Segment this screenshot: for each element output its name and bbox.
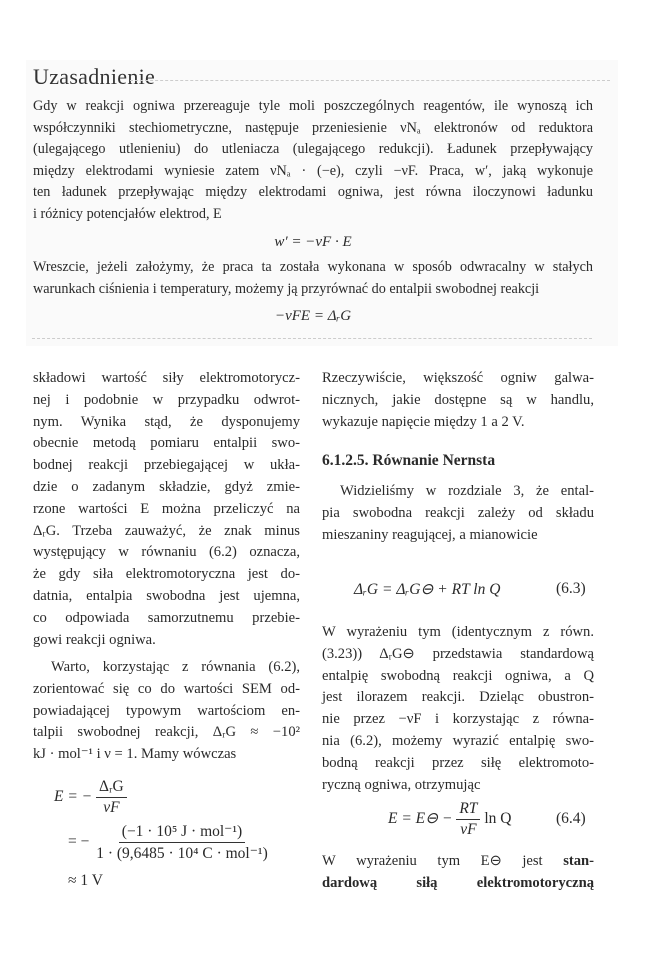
right-paragraph-1 xyxy=(322,368,594,433)
text-line: warunkach ciśnienia i temperatury, możemy ją przyrównać do entalpii swobodnej reakcji xyxy=(33,280,540,297)
equation-6-3: ΔᵣG = ΔᵣG⊖ + RT ln Q xyxy=(354,581,501,598)
eq-equals: = − xyxy=(68,833,90,851)
text-line: nia (6.2), możemy wyrazić entalpię swo- xyxy=(322,732,594,749)
text-line: bodną reakcji przez siłę elektromoto- xyxy=(322,754,594,771)
text-line: Wreszcie, jeżeli założymy, że praca ta została wykonana w sposób odwracalny w stałych xyxy=(33,259,593,275)
text-line: nej i podobnie w przypadku odwrot- xyxy=(33,391,300,408)
text-line: Rzeczywiście, większość ogniw galwa- xyxy=(322,370,594,386)
text-line: (3.23)) ΔᵣG⊖ przedstawia standardową xyxy=(322,645,594,662)
text-line: Gdy w reakcji ogniwa przereaguje tyle moli poszczególnych reagentów, ile wynoszą ich xyxy=(33,98,593,114)
divider xyxy=(32,338,592,339)
text-line: dzie o zadanym składzie, gdyż zmie- xyxy=(33,478,300,495)
text-line: między elektrodami wyniesie zatem νNₐ · (−e), czyli −νF. Praca, w′, jaką wykonuje xyxy=(33,162,593,179)
equation-e-calc xyxy=(54,778,127,817)
numerator: ΔᵣG xyxy=(96,778,127,798)
text-line: nicznych, jakie dostępne są w handlu, xyxy=(322,391,594,408)
text-line: Widzieliśmy w rozdziale 3, że ental- xyxy=(340,483,594,499)
fraction xyxy=(456,800,480,839)
box-paragraph-2 xyxy=(33,257,593,300)
text-line: nie przez −νF i korzystając z równa- xyxy=(322,711,594,728)
right-paragraph-2 xyxy=(322,481,594,546)
left-paragraph-1 xyxy=(33,368,300,651)
box-title: Uzasadnienie xyxy=(33,64,156,89)
text-line: kJ · mol⁻¹ i ν = 1. Mamy wówczas xyxy=(33,746,237,763)
denominator: 1 · (9,6485 · 10⁴ C · mol⁻¹) xyxy=(96,845,268,862)
text-line: W wyrażeniu tym (identycznym z równ. xyxy=(322,624,594,640)
text-line: datnia, entalpia swobodna jest ujemna, xyxy=(33,587,300,604)
text-line: że gdy siła elektromotoryczna jest do- xyxy=(33,566,300,583)
text-line: jest ilorazem reakcji. Dzieląc obustron- xyxy=(322,689,594,706)
text-line: talpii swobodnej reakcji, ΔᵣG ≈ −10² xyxy=(33,724,300,741)
text-line: zorientować się co do wartości SEM od- xyxy=(33,680,300,697)
text-line: ryczną ogniwa, otrzymując xyxy=(322,776,481,793)
equation-number: (6.3) xyxy=(556,580,586,597)
text: W wyrażeniu tym E⊖ jest xyxy=(322,853,543,869)
equation-e-values xyxy=(68,822,271,863)
equation-result: ≈ 1 V xyxy=(68,872,103,889)
text-line: dardową siłą elektromotoryczną xyxy=(322,874,594,891)
text-line: ten ładunek przepływając między elektrodami ogniwa, jest równa iloczynowi ładunku xyxy=(33,184,593,201)
text-line: bodnej reakcji przebiegającej w ukła- xyxy=(33,457,300,474)
fraction xyxy=(93,822,271,863)
eq-lhs: E = E⊖ − xyxy=(388,810,453,828)
numerator: (−1 · 10⁵ J · mol⁻¹) xyxy=(119,822,245,843)
text-line: i różnicy potencjałów elektrod, E xyxy=(33,205,222,222)
text-line: występujący w równaniu (6.2) oznacza, xyxy=(33,544,300,561)
text-line: (ulegającego utlenieniu) do utleniacza (ulegającego redukcji). Ładunek przepływający xyxy=(33,141,593,158)
divider xyxy=(130,80,610,81)
text-line: powiadającej typowym wartościom en- xyxy=(33,702,300,719)
text-line: obecnie metodą pomiaru entalpii swo- xyxy=(33,435,300,452)
text-line: entalpię swobodną reakcji ogniwa, a Q xyxy=(322,667,594,684)
text-line: nym. Wynika stąd, że dysponujemy xyxy=(33,413,300,430)
left-paragraph-2 xyxy=(33,657,300,766)
equation-number: (6.4) xyxy=(556,810,586,827)
denominator: νF xyxy=(103,799,120,816)
bold-term: stan- xyxy=(563,853,594,869)
section-heading: 6.1.2.5. Równanie Nernsta xyxy=(322,452,496,469)
equation-gibbs: −νFE = ΔᵣG xyxy=(274,308,352,324)
text-line: gowi reakcji ogniwa. xyxy=(33,631,156,648)
text-line: współczynniki stechiometryczne, następuje przeniesienie νNₐ elektronów od reduktora xyxy=(33,119,593,136)
right-paragraph-3 xyxy=(322,622,594,796)
text-line: wykazuje napięcie między 1 a 2 V. xyxy=(322,413,525,430)
text-line: Warto, korzystając z równania (6.2), xyxy=(51,659,300,675)
equation-6-4 xyxy=(388,800,511,839)
text-line: mieszaniny reagującej, a mianowicie xyxy=(322,526,538,543)
fraction xyxy=(96,778,127,817)
text-line: pia swobodna reakcji zależy od składu xyxy=(322,504,594,521)
eq-rhs: ln Q xyxy=(484,810,512,828)
text-line: ΔᵣG. Trzeba zauważyć, że znak minus xyxy=(33,522,300,539)
text-line: rzone wartości E można przeliczyć na xyxy=(33,500,300,517)
box-paragraph-1 xyxy=(33,96,593,226)
text-line: co odpowiada samorzutnemu przebie- xyxy=(33,609,300,626)
numerator: RT xyxy=(456,800,480,820)
text-line xyxy=(322,851,594,873)
right-paragraph-4 xyxy=(322,851,594,895)
denominator: νF xyxy=(460,821,477,838)
eq-lhs: E = − xyxy=(54,788,93,806)
equation-work: w′ = −νF · E xyxy=(274,234,352,250)
text-line: składowi wartość siły elektromotorycz- xyxy=(33,370,300,386)
